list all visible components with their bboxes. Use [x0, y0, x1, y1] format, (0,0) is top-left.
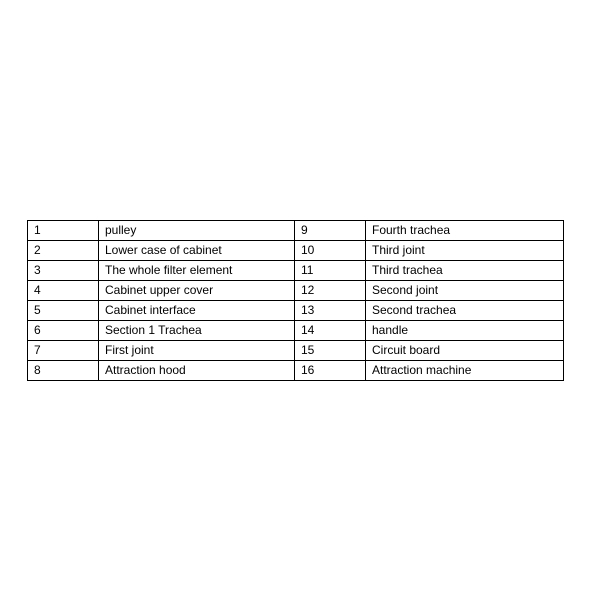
part-name-cell: Circuit board: [366, 341, 564, 361]
part-number-cell: 4: [28, 281, 99, 301]
table-row: [28, 321, 564, 341]
part-name-cell: Attraction hood: [99, 361, 295, 381]
table-row: [28, 361, 564, 381]
part-name-cell: Second trachea: [366, 301, 564, 321]
part-name-cell: Third trachea: [366, 261, 564, 281]
part-number-cell: 6: [28, 321, 99, 341]
part-name-cell: pulley: [99, 221, 295, 241]
table-row: [28, 341, 564, 361]
part-number-cell: 2: [28, 241, 99, 261]
part-number-cell: 15: [295, 341, 366, 361]
parts-table: [27, 220, 564, 381]
part-name-cell: Third joint: [366, 241, 564, 261]
part-name-cell: Cabinet upper cover: [99, 281, 295, 301]
table-row: [28, 281, 564, 301]
part-number-cell: 7: [28, 341, 99, 361]
part-number-cell: 14: [295, 321, 366, 341]
part-number-cell: 11: [295, 261, 366, 281]
part-number-cell: 8: [28, 361, 99, 381]
part-name-cell: Attraction machine: [366, 361, 564, 381]
part-number-cell: 16: [295, 361, 366, 381]
part-number-cell: 9: [295, 221, 366, 241]
part-name-cell: Section 1 Trachea: [99, 321, 295, 341]
part-number-cell: 3: [28, 261, 99, 281]
table-row: [28, 301, 564, 321]
part-number-cell: 13: [295, 301, 366, 321]
part-name-cell: Second joint: [366, 281, 564, 301]
table-row: [28, 221, 564, 241]
part-number-cell: 10: [295, 241, 366, 261]
parts-table-body: [28, 221, 564, 381]
part-name-cell: Lower case of cabinet: [99, 241, 295, 261]
part-number-cell: 5: [28, 301, 99, 321]
part-name-cell: The whole filter element: [99, 261, 295, 281]
table-row: [28, 261, 564, 281]
part-name-cell: Cabinet interface: [99, 301, 295, 321]
table-row: [28, 241, 564, 261]
part-number-cell: 12: [295, 281, 366, 301]
part-name-cell: Fourth trachea: [366, 221, 564, 241]
part-name-cell: First joint: [99, 341, 295, 361]
part-name-cell: handle: [366, 321, 564, 341]
part-number-cell: 1: [28, 221, 99, 241]
